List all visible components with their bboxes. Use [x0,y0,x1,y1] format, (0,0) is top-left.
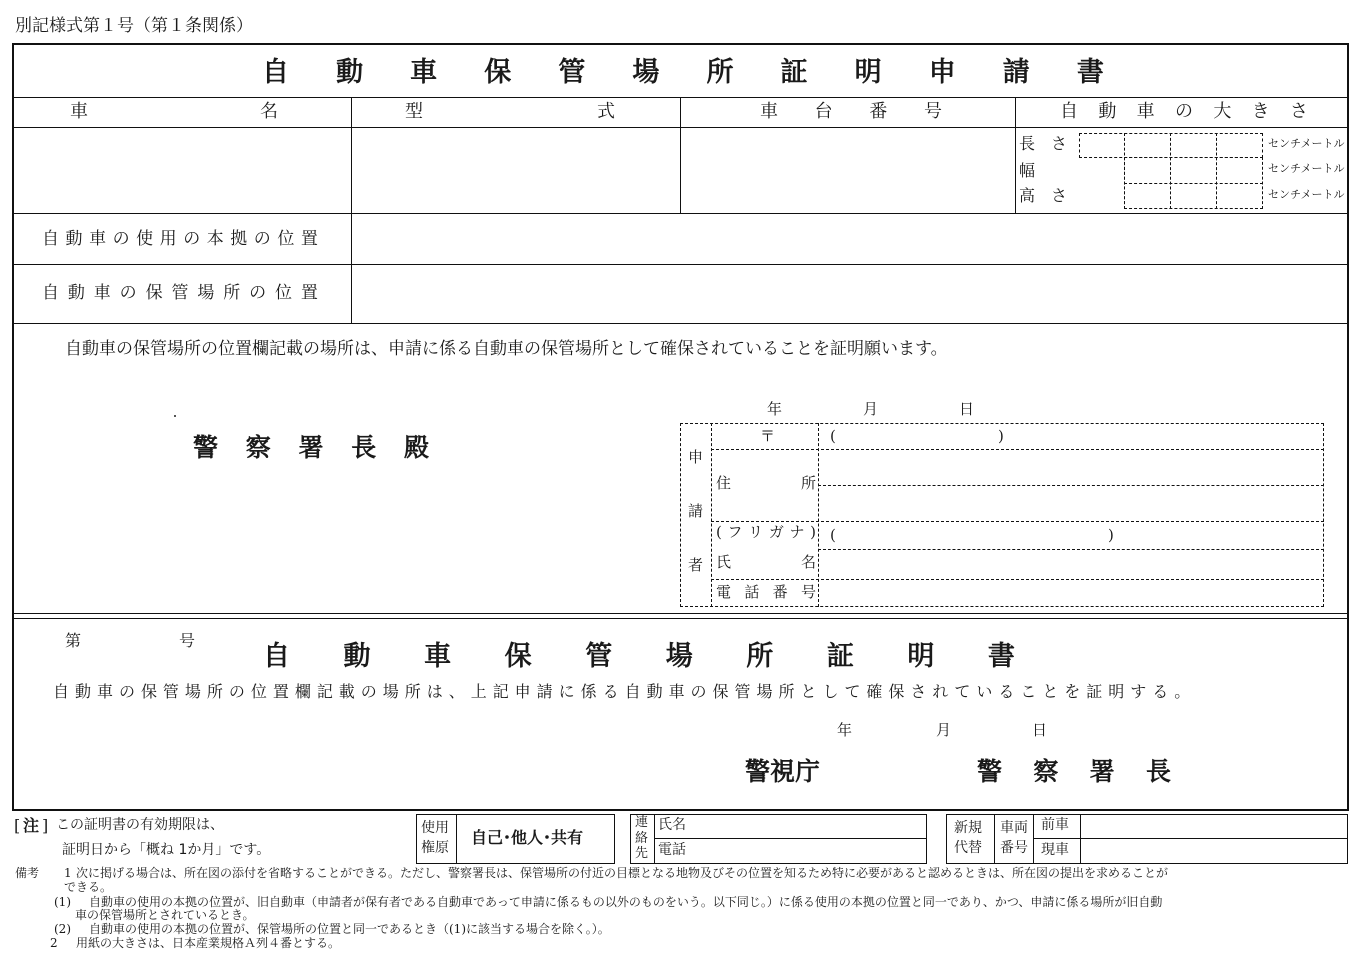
cert-statement-char: 明 [1108,682,1125,701]
car-name-field[interactable] [14,129,350,212]
size-label-char: 高 [1019,186,1036,205]
use-right-label-1: 使用 [421,820,449,836]
row-label-char: 本 [206,229,224,249]
name-label [716,555,816,570]
applicant-label-char: ( [716,523,722,541]
police-chief-signature [977,759,1171,784]
row-label-char: の [119,283,137,303]
cert-statement-char: 記 [492,682,509,701]
row-label-char: 管 [171,283,189,303]
cert-statement-char: 自 [53,682,70,701]
header-char: 名 [260,101,278,122]
base-location-label [42,231,318,248]
cert-title-char: 自 [263,640,290,672]
cert-number-suffix: 号 [179,631,196,650]
base-location-field[interactable] [353,215,1347,263]
cert-date-year: 年 [837,721,853,739]
cert-statement-char: 保 [888,682,905,701]
cert-statement-char: 場 [756,682,773,701]
cert-statement-char: に [558,682,575,701]
postal-mark: 〒 [760,427,776,445]
applicant-label-char: 住 [716,474,732,492]
header-char: 車 [70,101,88,122]
title-char: 動 [336,56,364,88]
size-label-char: さ [1050,186,1067,205]
contact-char: 連 [635,815,649,830]
cert-statement-char: 請 [536,682,553,701]
cert-statement-char: 車 [96,682,113,701]
header-char: 号 [923,101,942,122]
row-label-char: 自 [42,229,59,249]
cert-statement-char: 管 [162,682,179,701]
row-label-char: 動 [65,229,83,249]
cert-statement-char: 係 [580,682,597,701]
cert-statement-char: て [844,682,861,701]
furigana-field[interactable] [820,523,1323,548]
row-label-char: 車 [89,229,107,249]
addressee-char: 長 [351,433,377,462]
header-char: 型 [405,101,423,122]
contact-phone-field[interactable] [690,840,925,862]
applicant-label-char: 番 [772,583,788,601]
addressee-char: 署 [298,433,324,462]
cert-statement-char: の [360,682,377,701]
remark-2-number: 2 [50,936,58,950]
cert-statement-char: 動 [646,682,663,701]
height-label [1019,188,1067,204]
use-right-options[interactable]: 自己･他人･共有 [471,828,584,847]
cert-statement-char: る [602,682,619,701]
row-label-char: 用 [159,229,177,249]
title-char: 管 [558,56,586,88]
applicant-label-char: ガ [768,523,784,541]
cert-statement-char: す [1130,682,1147,701]
header-car-name [70,103,278,121]
row-label-char: 位 [275,283,293,303]
contact-name-field[interactable] [690,816,925,837]
row-label-char: 場 [197,283,215,303]
vehicle-no-label-1: 車両 [1000,820,1028,836]
applicant-side-char: 申 [688,448,704,466]
note-line-2: 証明日から「概ね 1か月」です。 [62,842,271,858]
current-car-label: 現車 [1041,842,1069,858]
header-char: 式 [597,101,615,122]
row-label-char: 動 [67,283,85,303]
header-chassis-number [760,103,942,121]
cert-title-char: 証 [826,640,854,672]
applicant-label-char: フ [727,523,743,541]
addressee-char: 警 [193,433,219,462]
cert-statement-char: る [998,682,1015,701]
cert-statement-char: 所 [778,682,795,701]
cert-statement-char: 、 [448,682,465,701]
applicant-label-char: 話 [744,583,760,601]
title-char: 所 [706,56,734,88]
cert-date-month: 月 [936,721,952,739]
addressee-char: 察 [245,433,271,462]
cert-statement-char: 場 [382,682,399,701]
cert-statement-char: さ [910,682,927,701]
row-label-char: 拠 [230,229,248,249]
applicant-side-label [688,450,704,612]
remark-2-text: 用紙の大きさは、日本産業規格Ａ列４番とする。 [76,936,341,950]
cert-statement-char: 保 [712,682,729,701]
header-char: 車 [760,101,778,122]
certificate-statement [53,684,1191,700]
title-char: 明 [854,56,882,88]
remark-1-text: 次に掲げる場合は、所在図の添付を省略することができる。ただし、警察署長は、保管場所の付近の目標となる地物及びその位置を知るため特に必要があると認めるときは、所在図の提出を求めることが [76,866,1169,880]
cert-statement-char: 場 [184,682,201,701]
header-char: 車 [1136,101,1155,122]
remark-sub1-text: 自動車の使用の本拠の位置が、旧自動車（申請者が保有者である自動車であって申請に係るもの以外のものをいう。以下同じ。）に係る使用の本拠の位置と同一であり、かつ、申請に係る場所が旧自動 [89,895,1163,909]
prev-car-label: 前車 [1041,817,1069,833]
cert-title-char: 保 [504,640,532,672]
cert-chief-char: 署 [1089,757,1115,786]
unit-height: センチメートル [1268,188,1345,201]
cert-statement-char: 置 [272,682,289,701]
cert-statement-char: 。 [1174,682,1191,701]
contact-char: 先 [635,846,649,862]
address-field[interactable] [820,451,1323,520]
certificate-title [263,641,1015,671]
title-char: 請 [1002,56,1030,88]
cert-statement-char: の [228,682,245,701]
cert-statement-char: 確 [866,682,883,701]
name-field[interactable] [820,551,1323,578]
row-label-char: 使 [136,229,154,249]
contact-char: 絡 [635,830,649,846]
row-label-char: 保 [145,283,163,303]
row-label-char: の [112,229,130,249]
remark-sub1-number: (1) [54,895,71,909]
cert-statement-char: 所 [404,682,421,701]
header-model [405,103,615,121]
cert-statement-char: し [822,682,839,701]
cert-chief-char: 長 [1145,757,1171,786]
cert-statement-char: こ [1020,682,1037,701]
title-char: 証 [780,56,808,88]
request-statement: 自動車の保管場所の位置欄記載の場所は、申請に係る自動車の保管場所として確保されていることを証明願います。 [65,339,948,359]
row-label-char: 所 [223,283,241,303]
title-char: 書 [1076,56,1104,88]
remark-sub2-number: (2) [54,922,71,936]
date-day: 日 [959,400,975,418]
note-bracket-open: [ [14,816,21,835]
phone-field[interactable] [820,581,1323,606]
vehicle-no-label-2: 番号 [1000,840,1028,856]
cert-statement-char: 申 [514,682,531,701]
cert-statement-char: 自 [624,682,641,701]
cert-title-char: 明 [907,640,935,672]
header-char: 番 [869,101,888,122]
cert-statement-char: の [690,682,707,701]
cert-title-char: 動 [343,640,371,672]
header-vehicle-size [1060,103,1308,121]
chassis-number-field[interactable] [682,129,1014,212]
remark-1-number: 1 [64,866,72,880]
width-label: 幅 [1019,161,1036,180]
header-char: さ [1289,101,1308,122]
length-label [1019,136,1067,152]
cert-statement-char: と [800,682,817,701]
cert-statement-char: 上 [470,682,487,701]
postal-paren-close: ) [998,427,1004,445]
applicant-label-char: ) [810,523,816,541]
cert-statement-char: れ [932,682,949,701]
agency-name: 警視庁 [745,757,821,786]
applicant-label-char: リ [748,523,764,541]
note-bracket-close: ] [42,816,49,835]
new-label[interactable]: 新規 [954,820,982,836]
cert-statement-char: 保 [140,682,157,701]
cert-title-char: 所 [746,640,774,672]
cert-statement-char: と [1042,682,1059,701]
remark-1-text-cont: できる。 [64,880,113,894]
address-label [716,476,816,491]
row-label-char: 置 [300,283,318,303]
title-char: 保 [484,56,512,88]
current-car-number-field[interactable] [1082,840,1346,862]
cert-statement-char: を [1064,682,1081,701]
cert-chief-char: 警 [977,757,1003,786]
cert-statement-char: 欄 [294,682,311,701]
date-month: 月 [863,400,879,418]
contact-phone-label: 電話 [658,842,686,858]
cert-date-day: 日 [1032,721,1048,739]
unit-width: センチメートル [1268,162,1345,175]
contact-label [635,815,649,862]
row-label-char: の [249,283,267,303]
furigana-paren-close: ) [1108,526,1114,544]
applicant-label-char: 号 [800,583,816,601]
addressee-char: 殿 [403,433,429,462]
applicant-label-char: 名 [800,553,816,571]
title-char: 場 [632,56,660,88]
postal-code-field[interactable] [820,425,1323,448]
cert-statement-char: の [118,682,135,701]
cert-statement-char: て [954,682,971,701]
size-label-char: さ [1050,134,1067,153]
remark-sub2-text: 自動車の使用の本拠の位置が、保管場所の位置と同一であるとき（(1)に該当する場合を除く。）。 [89,922,610,936]
cert-title-char: 場 [665,640,693,672]
cert-number-prefix: 第 [65,631,82,650]
applicant-side-char: 請 [688,502,704,520]
header-char: 大 [1213,101,1232,122]
cert-statement-char: 記 [316,682,333,701]
note-line-1: この証明書の有効期限は、 [56,817,224,833]
applicant-label-char: ナ [789,523,805,541]
cert-statement-char: 動 [74,682,91,701]
title-char: 申 [928,56,956,88]
row-label-char: 位 [277,229,295,249]
remarks-label: 備考 [15,866,40,880]
use-right-label-2: 権原 [421,840,449,856]
postal-paren-open: ( [830,427,836,445]
cert-chief-char: 察 [1033,757,1059,786]
applicant-label-char: 電 [716,583,732,601]
cert-statement-char: 管 [734,682,751,701]
cert-title-char: 車 [424,640,452,672]
size-label-char: 長 [1019,134,1036,153]
length-digits[interactable] [1079,133,1263,158]
header-char: の [1174,101,1193,122]
title-char: 自 [262,56,289,88]
note-label: 注 [23,816,40,835]
form-reference: 別記様式第１号（第１条関係） [15,16,253,36]
cert-statement-char: 車 [668,682,685,701]
applicant-label-char: 氏 [716,553,732,571]
cert-statement-char: い [976,682,993,701]
storage-location-label [42,285,318,302]
cert-statement-char: 位 [250,682,267,701]
header-char: 台 [814,101,833,122]
unit-length: センチメートル [1268,137,1345,150]
cert-statement-char: 証 [1086,682,1103,701]
page-title [262,57,1104,87]
cert-title-char: 管 [585,640,613,672]
furigana-paren-open: ( [830,526,836,544]
row-label-char: 車 [93,283,111,303]
storage-location-field[interactable] [353,266,1347,322]
applicant-label-char: 所 [800,474,816,492]
applicant-side-char: 者 [688,556,704,574]
cert-statement-char: 所 [206,682,223,701]
replace-label[interactable]: 代替 [954,840,982,856]
cert-statement-char: は [426,682,443,701]
cert-statement-char: 載 [338,682,355,701]
date-year: 年 [767,400,783,418]
row-label-char: 置 [300,229,318,249]
remark-sub1-text-cont: 車の保管場所とされているとき。 [75,908,255,922]
row-label-char: の [183,229,201,249]
furigana-label [716,525,816,540]
header-char: 自 [1060,101,1078,122]
cert-statement-char: る [1152,682,1169,701]
header-char: 動 [1098,101,1117,122]
title-char: 車 [410,56,438,88]
row-label-char: 自 [42,283,59,303]
row-label-char: の [253,229,271,249]
cert-title-char: 書 [987,640,1015,672]
phone-label [716,585,816,600]
model-field[interactable] [353,129,679,212]
addressee-police-chief [193,435,429,460]
prev-car-number-field[interactable] [1082,816,1346,837]
header-char: き [1251,101,1270,122]
contact-name-label: 氏名 [658,817,686,833]
